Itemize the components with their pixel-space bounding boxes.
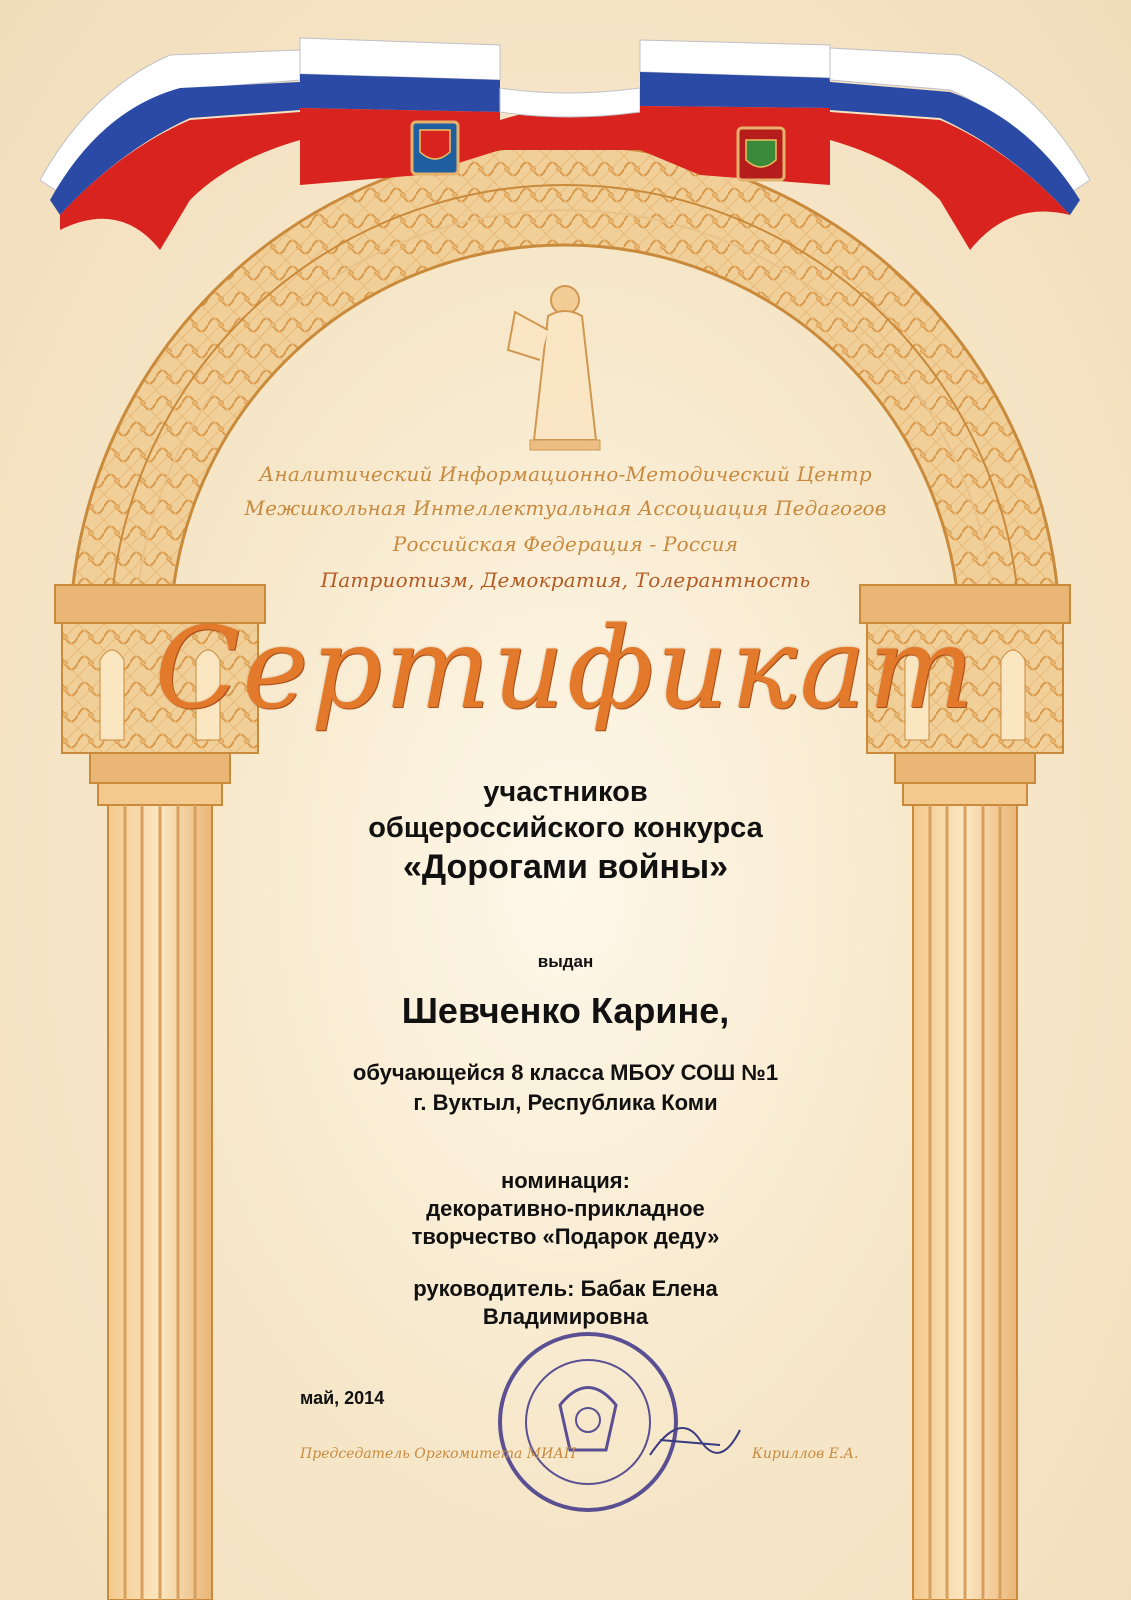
issue-date: май, 2014 bbox=[300, 1388, 385, 1408]
chairman-signature-label: Председатель Оргкомитета МИАП bbox=[300, 1446, 577, 1462]
official-stamp bbox=[500, 1334, 676, 1510]
header-line-3: Российская Федерация - Россия bbox=[392, 532, 739, 556]
handwritten-signature bbox=[650, 1428, 740, 1455]
leader-line-2: Владимировна bbox=[482, 1304, 649, 1329]
recipient-name: Шевченко Карине, bbox=[401, 990, 730, 1031]
contest-name: «Дорогами войны» bbox=[402, 848, 729, 886]
participants-label: участников bbox=[483, 776, 648, 808]
certificate-title: Сертификат bbox=[154, 604, 977, 734]
signatory-name: Кириллов Е.А. bbox=[752, 1446, 859, 1462]
contest-type: общероссийского конкурса bbox=[368, 812, 763, 844]
header-line-2: Межшкольная Интеллектуальная Ассоциация Педагогов bbox=[244, 496, 887, 520]
right-coat-of-arms-icon bbox=[738, 128, 784, 180]
statue-figure bbox=[508, 286, 600, 450]
issued-label: выдан bbox=[537, 952, 594, 971]
recipient-school: обучающейся 8 класса МБОУ СОШ №1 bbox=[352, 1060, 779, 1085]
recipient-location: г. Вуктыл, Республика Коми bbox=[413, 1090, 718, 1115]
nomination-label: номинация: bbox=[501, 1168, 630, 1193]
leader-line-1: руководитель: Бабак Елена bbox=[413, 1276, 718, 1301]
header-line-1: Аналитический Информационно-Методический Центр bbox=[259, 462, 872, 486]
nomination-line-1: декоративно-прикладное bbox=[426, 1196, 705, 1221]
header-motto: Патриотизм, Демократия, Толерантность bbox=[320, 568, 811, 592]
left-coat-of-arms-icon bbox=[412, 122, 458, 174]
nomination-line-2: творчество «Подарок деду» bbox=[411, 1224, 720, 1249]
